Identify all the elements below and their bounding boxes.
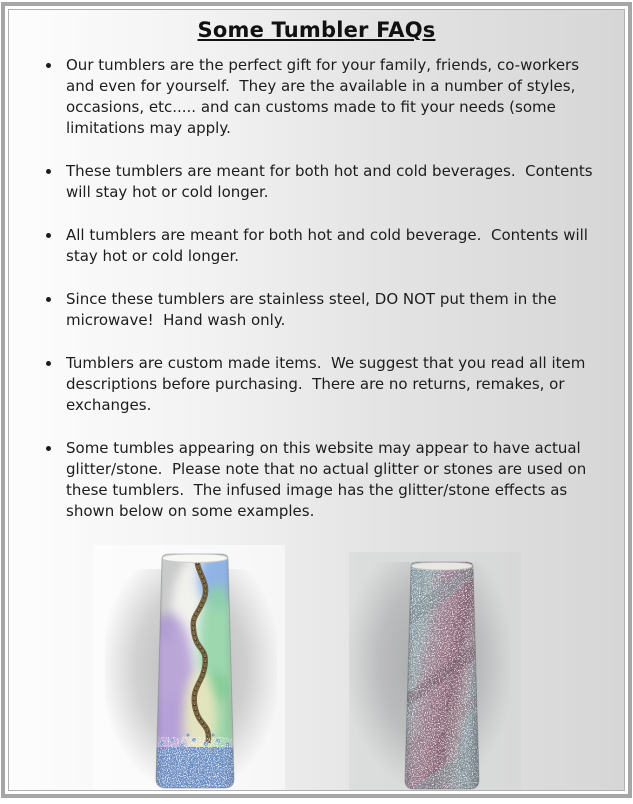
glitter-tumbler-image — [403, 560, 481, 790]
faq-page — [8, 9, 625, 791]
geode-tumbler-image — [154, 551, 236, 790]
faq-item: • All tumblers are meant for both hot and cold beverage. Contents will stay hot or cold longer. — [62, 225, 602, 267]
example-photos-row — [9, 540, 624, 790]
faq-list — [9, 55, 624, 522]
faq-item: • Since these tumblers are stainless steel, DO NOT put them in the microwave! Hand wash only. — [62, 289, 602, 331]
page-frame — [1, 2, 632, 798]
faq-item: • Some tumbles appearing on this website may appear to have actual glitter/stone. Please note that no actual glitter or stones are used on these tumblers. The infused image has the glitter/stone effects as shown below on some examples. — [62, 438, 602, 522]
faq-item: • Tumblers are custom made items. We suggest that you read all item descriptions before purchasing. There are no returns, remakes, or exchanges. — [62, 353, 602, 416]
page-title: Some Tumbler FAQs — [197, 18, 436, 42]
glitter-tumbler-photo — [349, 552, 521, 790]
geode-tumbler-photo — [93, 545, 285, 790]
faq-item: • These tumblers are meant for both hot and cold beverages. Contents will stay hot or cold longer. — [62, 161, 602, 203]
faq-item: • Our tumblers are the perfect gift for your family, friends, co-workers and even for yourself. They are the available in a number of styles, occasions, etc..... and can customs made to fit your needs (some limitations may apply. — [62, 55, 602, 139]
